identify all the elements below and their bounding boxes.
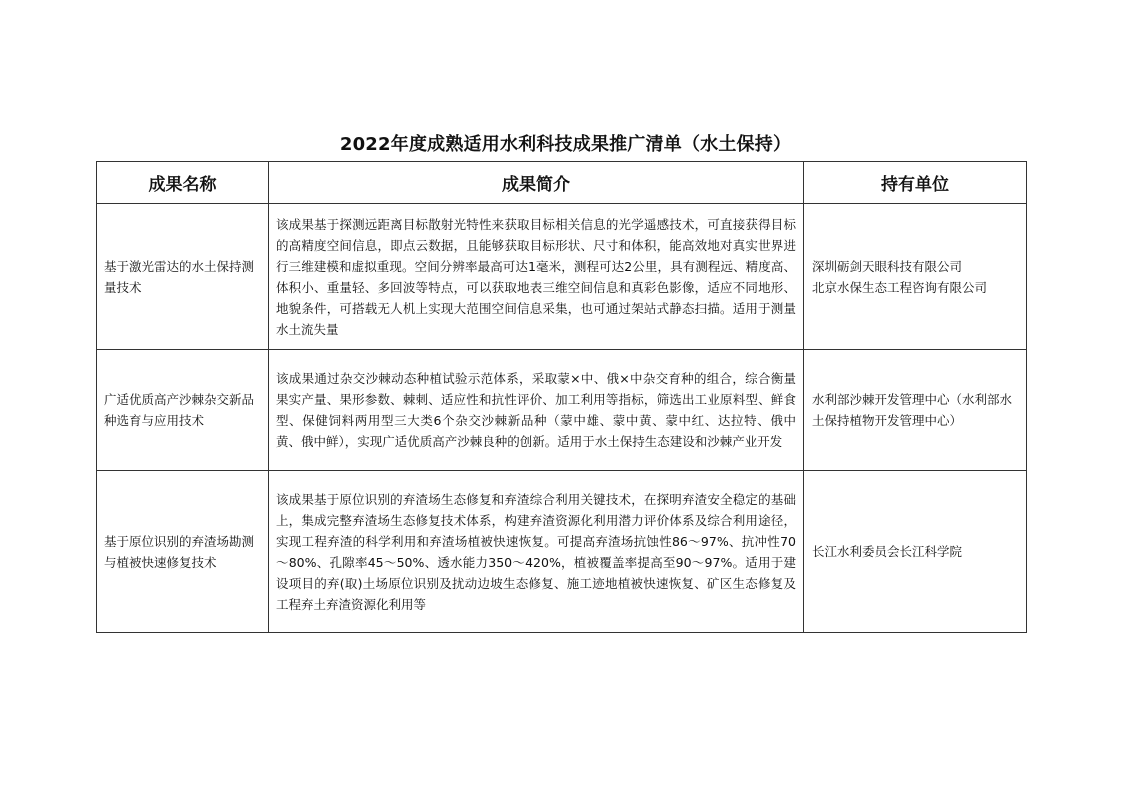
holder-cell [804,204,1027,350]
column-header-description: 成果简介 [269,162,804,204]
table-header-row [97,162,1027,204]
holder-cell [804,350,1027,471]
table-row [97,350,1027,471]
holder-unit: 长江水利委员会长江科学院 [812,544,963,559]
holder-unit: 北京水保生态工程咨询有限公司 [812,279,988,295]
document-title: 2022年度成熟适用水利科技成果推广清单（水土保持） [339,134,792,155]
table-row [97,204,1027,350]
achievement-description: 该成果基于探测远距离目标散射光特性来获取目标相关信息的光学遥感技术，可直接获得目标的高精度空间信息，即点云数据，且能够获取目标形状、尺寸和体积，能高效地对真实世界进行三维建模和虚拟重现。空间分辨率最高可达1毫米，测程可达2公里，具有测程远、精度高、体积小、重量轻、多回波等特点，可以获取地表三维空间信息和真彩色影像，适应不同地形、地貌条件，可搭载无人机上实现大范围空间信息采集，也可通过架站式静态扫描。适用于测量水土流失量 [269,204,804,350]
achievement-description: 该成果基于原位识别的弃渣场生态修复和弃渣综合利用关键技术，在探明弃渣安全稳定的基础上，集成完整弃渣场生态修复技术体系，构建弃渣资源化利用潜力评价体系及综合利用途径，实现工程弃渣的科学利用和弃渣场植被快速恢复。可提高弃渣场抗蚀性86～97%、抗冲性70～80%、孔隙率45～50%、透水能力350～420%，植被覆盖率提高至90～97%。适用于建设项目的弃(取)土场原位识别及扰动边坡生态修复、施工迹地植被快速恢复、矿区生态修复及工程弃土弃渣资源化利用等 [269,471,804,633]
achievement-name: 广适优质高产沙棘杂交新品种选育与应用技术 [97,350,269,471]
achievement-name: 基于激光雷达的水土保持测量技术 [97,204,269,350]
column-header-name: 成果名称 [97,162,269,204]
holder-unit: 深圳砺剑天眼科技有限公司 [812,258,963,274]
holder-cell [804,471,1027,633]
achievement-table [96,161,1027,633]
achievement-description: 该成果通过杂交沙棘动态种植试验示范体系，采取蒙×中、俄×中杂交育种的组合，综合衡量果实产量、果形参数、棘刺、适应性和抗性评价、加工利用等指标，筛选出工业原料型、鲜食型、保健饲料两用型三大类6个杂交沙棘新品种（蒙中雄、蒙中黄、蒙中红、达拉特、俄中黄、俄中鲜），实现广适优质高产沙棘良种的创新。适用于水土保持生态建设和沙棘产业开发 [269,350,804,471]
achievement-name: 基于原位识别的弃渣场勘测与植被快速修复技术 [97,471,269,633]
holder-unit: 水利部沙棘开发管理中心（水利部水土保持植物开发管理中心） [812,392,1013,428]
table-row [97,471,1027,633]
column-header-holder: 持有单位 [804,162,1027,204]
